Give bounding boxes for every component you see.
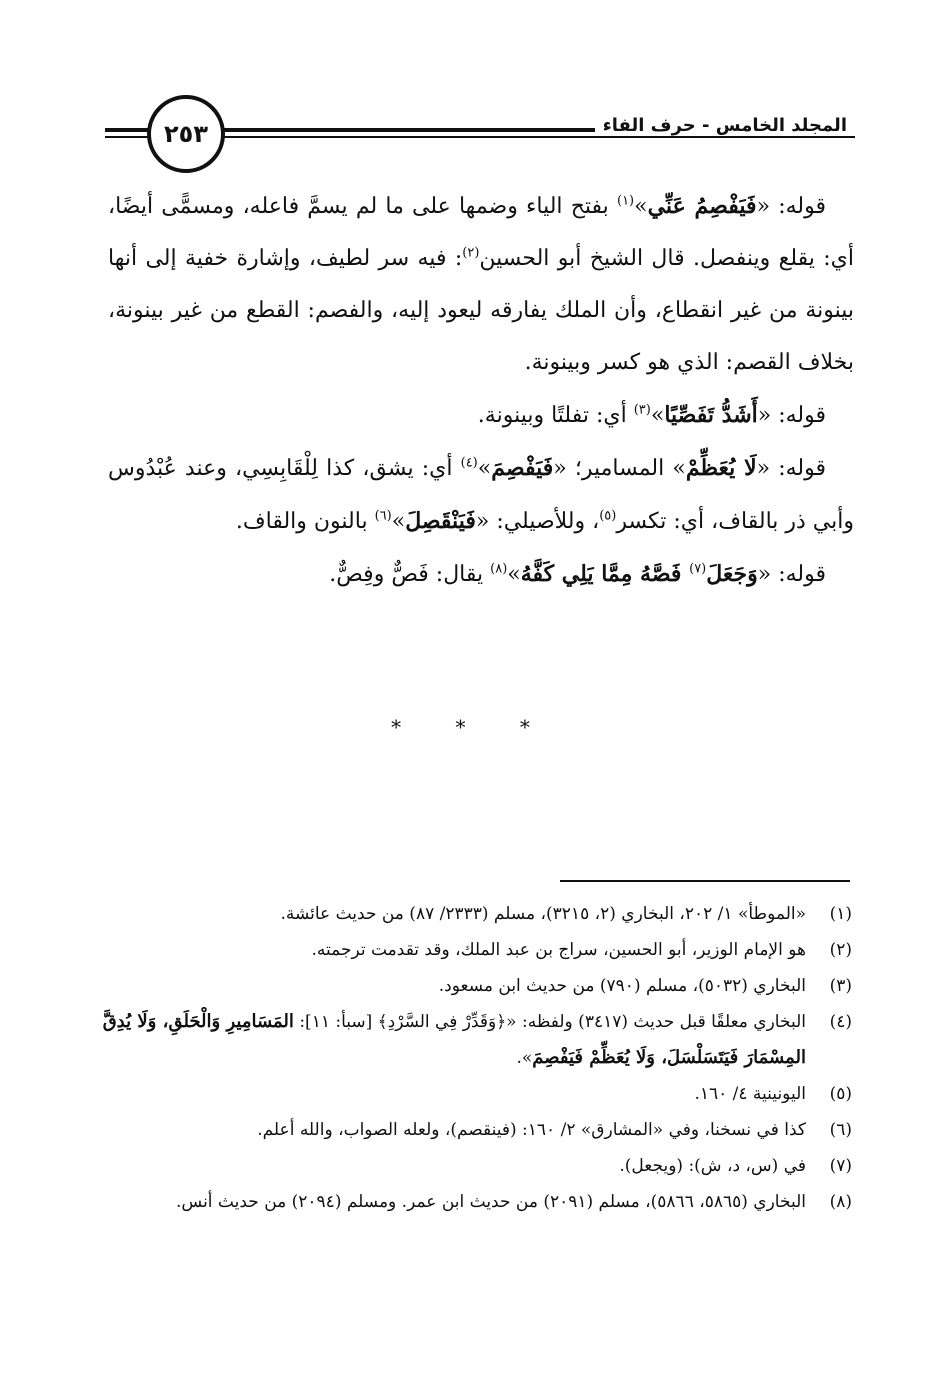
footnote-quote: المَسَامِيرِ وَالْحَلَقِ، وَلَا يُدِقَّ المِسْمَارَ فَيَتَسَلْسَلَ، وَلَا يُعَظِّمْ فَيَفْصِمَ xyxy=(102,1011,806,1068)
footnote-item xyxy=(100,1184,852,1220)
paragraph-3 xyxy=(108,442,854,548)
footnote-number: (٦) xyxy=(829,1120,852,1140)
footnote-item xyxy=(100,968,852,1004)
text-segment: أي: يشق، كذا لِلْقَابِسِي، وعند عُبْدُوس وأبي ذر بالقاف، أي: تكسر xyxy=(108,456,854,534)
footnotes xyxy=(100,896,852,1220)
text-segment: » xyxy=(634,194,648,219)
footnote-text-part: البخاري معلقًا قبل حديث (٣٤١٧) ولفظه: «﴿وَقَدِّرْ فِي السَّرْدِ﴾ [سبأ: ١١]: xyxy=(293,1012,806,1032)
footnote-text: البخاري (٥٨٦٥، ٥٨٦٦)، مسلم (٢٠٩١) من حديث ابن عمر. ومسلم (٢٠٩٤) من حديث أنس. xyxy=(176,1192,806,1212)
footnote-item xyxy=(100,1076,852,1112)
paragraph-1 xyxy=(108,180,854,389)
running-title: المجلد الخامس - حرف الفاء xyxy=(595,115,855,136)
footnote-text: اليونينية ٤/ ١٦٠. xyxy=(694,1084,806,1104)
text-segment: » xyxy=(477,456,492,481)
footnote-number: (٤) xyxy=(829,1012,852,1032)
footnote-item xyxy=(100,1112,852,1148)
footnote-text: البخاري (٥٠٣٢)، مسلم (٧٩٠) من حديث ابن مسعود. xyxy=(438,976,806,996)
text-segment: بفتح الياء وضمها على ما لم يسمَّ فاعله، ومسمًّى أيضًا، أي: يقلع وينفصل. قال الشيخ أبو الحسين xyxy=(108,194,854,271)
quoted-phrase: أَشَدُّ تَفَصِّيًا xyxy=(664,402,758,428)
footnote-ref[interactable]: (٣) xyxy=(633,402,651,418)
footnote-divider xyxy=(560,880,850,882)
quoted-phrase: فَصَّهُ مِمَّا يَلِي كَفَّهُ xyxy=(520,561,690,587)
text-segment: » المسامير؛ « xyxy=(553,456,686,481)
footnote-text: «الموطأ» ١/ ٢٠٢، البخاري (٢، ٣٢١٥)، مسلم (٢٣٣٣/ ٨٧) من حديث عائشة. xyxy=(280,904,806,924)
text-segment: قوله: « xyxy=(757,562,826,587)
text-segment: ، وللأصيلي: « xyxy=(475,509,600,534)
quoted-phrase: فَيَفْصِمَ xyxy=(491,455,554,481)
footnote-item xyxy=(100,1004,852,1076)
paragraph-4 xyxy=(108,548,854,601)
footnote-number: (١) xyxy=(829,904,852,924)
header-rule-thin xyxy=(195,136,855,138)
text-segment: بالنون والقاف. xyxy=(235,509,375,534)
footnote-number: (٥) xyxy=(829,1084,852,1104)
quoted-phrase: فَيَفْصِمُ عَنِّي xyxy=(647,193,757,219)
paragraph-2 xyxy=(108,389,854,442)
footnote-number: (٧) xyxy=(829,1156,852,1176)
text-segment: يقال: فَصٌّ وفِصٌّ. xyxy=(329,562,491,587)
footnote-text: هو الإمام الوزير، أبو الحسين، سراج بن عبد الملك، وقد تقدمت ترجمته. xyxy=(311,940,806,960)
header-rule-left-thin xyxy=(105,136,151,138)
text-segment: » xyxy=(391,509,406,534)
quoted-phrase: وَجَعَلَ xyxy=(706,561,758,587)
footnote-ref[interactable]: (٤) xyxy=(460,455,478,471)
footnote-item xyxy=(100,1148,852,1184)
footnote-ref[interactable]: (٦) xyxy=(374,508,392,524)
footnote-ref[interactable]: (٢) xyxy=(462,245,480,261)
footnote-item xyxy=(100,932,852,968)
header-rule-left xyxy=(105,128,151,132)
footnote-ref[interactable]: (٧) xyxy=(689,561,707,577)
text-segment: : فيه سر لطيف، وإشارة خفية إلى أنها بينونة من غير انقطاع، وأن الملك يفارقه ليعود إليه، والفصم: القطع من غير بينونة، بخلاف القصم: الذي هو كسر وبينونة. xyxy=(108,246,854,375)
footnote-ref[interactable]: (٥) xyxy=(599,508,617,524)
text-segment: قوله: « xyxy=(757,403,826,428)
text-segment: قوله: « xyxy=(756,456,827,481)
section-separator: * * * xyxy=(391,715,554,739)
footnote-ref[interactable]: (٨) xyxy=(490,561,508,577)
footnote-text-part: ». xyxy=(516,1048,533,1068)
footnote-item xyxy=(100,896,852,932)
text-segment: قوله: « xyxy=(756,194,826,219)
footnote-ref[interactable]: (١) xyxy=(616,193,635,209)
footnote-text xyxy=(100,1004,806,1076)
footnote-number: (٣) xyxy=(829,976,852,996)
text-segment: » xyxy=(507,562,521,587)
quoted-phrase: لَا يُعَظِّمْ xyxy=(685,455,757,481)
quoted-phrase: فَيَنْقَصِلَ xyxy=(405,508,476,534)
page-number: ٢٥٣ xyxy=(147,95,225,173)
footnote-text: كذا في نسخنا، وفي «المشارق» ٢/ ١٦٠: (فينقصم)، ولعله الصواب، والله أعلم. xyxy=(257,1120,806,1140)
page-header xyxy=(105,95,855,175)
main-text xyxy=(108,180,854,601)
footnote-number: (٢) xyxy=(829,940,852,960)
footnote-text: في (س، د، ش): (ويجعل). xyxy=(619,1156,806,1176)
text-segment: » xyxy=(650,403,665,428)
text-segment: أي: تفلتًا وبينونة. xyxy=(477,403,634,428)
footnote-number: (٨) xyxy=(829,1192,852,1212)
